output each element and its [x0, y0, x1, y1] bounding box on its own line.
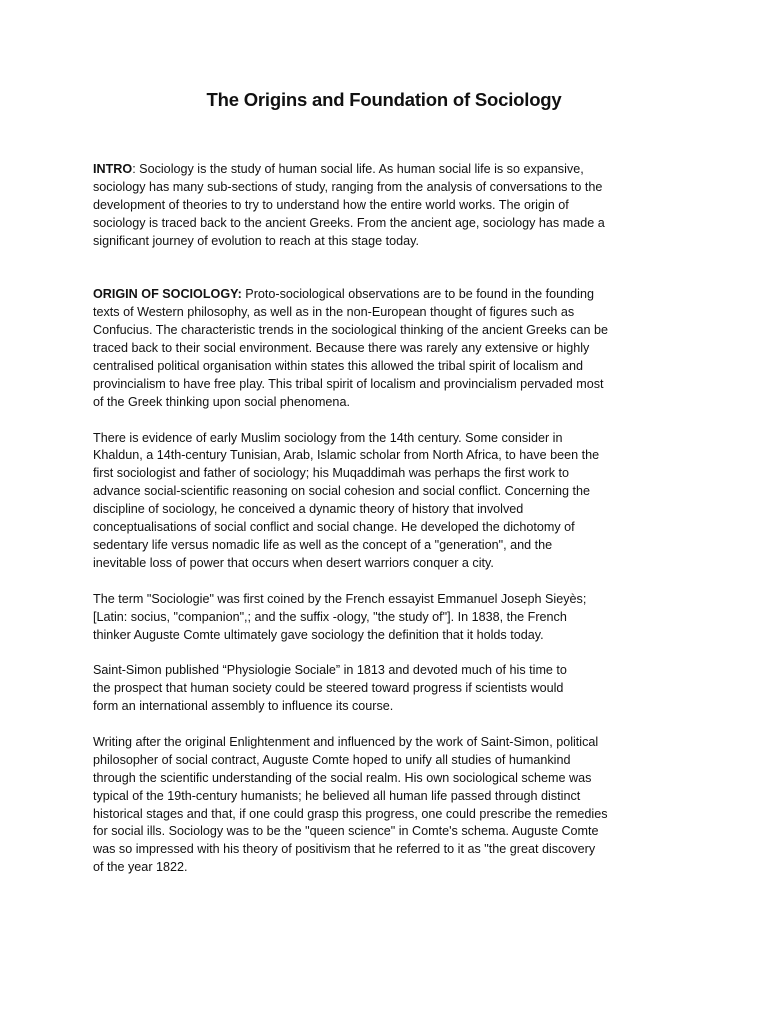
comte-line: was so impressed with his theory of positivism that he referred to it as "the great discovery [93, 842, 596, 857]
muslim-line: inevitable loss of power that occurs when desert warriors conquer a city. [93, 555, 494, 570]
intro-line: significant journey of evolution to reach at this stage today. [93, 233, 419, 248]
comte-line: Writing after the original Enlightenment and influenced by the work of Saint-Simon, political [93, 734, 599, 749]
term-line: The term "Sociologie" was first coined by the French essayist Emmanuel Joseph Sieyès; [93, 591, 587, 606]
intro-line-1-text: : Sociology is the study of human social life. As human social life is so expansive, [132, 162, 584, 176]
intro-line: development of theories to try to understand how the entire world works. The origin of [93, 197, 569, 212]
document-title: The Origins and Foundation of Sociology [206, 89, 562, 110]
saint-simon-line: form an international assembly to influence its course. [93, 699, 394, 714]
muslim-line: There is evidence of early Muslim sociology from the 14th century. Some consider in [93, 430, 563, 445]
origin-line: Confucius. The characteristic trends in the sociological thinking of the ancient Greeks can be [93, 323, 608, 338]
muslim-line: discipline of sociology, he conceived a dynamic theory of history that involved [93, 502, 524, 517]
term-paragraph [93, 591, 683, 645]
muslim-line: first sociologist and father of sociology; his Muqaddimah was perhaps the first work to [93, 466, 569, 481]
muslim-line: advance social-scientific reasoning on social cohesion and social conflict. Concerning the [93, 484, 591, 499]
muslim-line: Khaldun, a 14th-century Tunisian, Arab, Islamic scholar from North Africa, to have been the [93, 448, 600, 463]
origin-line: texts of Western philosophy, as well as in the non-European thought of figures such as [93, 305, 575, 320]
intro-paragraph [93, 161, 683, 251]
origin-line-1 [93, 286, 683, 304]
comte-line: philosopher of social contract, Auguste Comte hoped to unify all studies of humankind [93, 752, 571, 767]
comte-line: of the year 1822. [93, 860, 188, 875]
term-line: thinker Auguste Comte ultimately gave sociology the definition that it holds today. [93, 627, 544, 642]
origin-line: of the Greek thinking upon social phenomena. [93, 394, 350, 409]
origin-line-1-text: Proto-sociological observations are to be found in the founding [241, 287, 594, 302]
muslim-line: conceptualisations of social conflict and social change. He developed the dichotomy of [93, 520, 575, 535]
comte-line: historical stages and that, if one could grasp this progress, one could prescribe the remedies [93, 806, 608, 821]
document-body [93, 161, 683, 895]
comte-line: typical of the 19th-century humanists; he believed all human life passed through distinct [93, 788, 581, 803]
origin-line: centralised political organisation within states this allowed the tribal spirit of localism and [93, 358, 584, 373]
intro-line: sociology is traced back to the ancient Greeks. From the ancient age, sociology has made a [93, 215, 605, 230]
origin-line: traced back to their social environment. Because there was rarely any extensive or highly [93, 341, 590, 356]
muslim-line: sedentary life versus nomadic life as well as the concept of a "generation", and the [93, 538, 553, 552]
intro-label: INTRO [93, 162, 133, 176]
saint-simon-paragraph [93, 662, 683, 716]
origin-line: provincialism to have free play. This tribal spirit of localism and provincialism pervaded most [93, 376, 604, 391]
origin-label: ORIGIN OF SOCIOLOGY: [93, 287, 242, 302]
origin-paragraph [93, 286, 683, 411]
saint-simon-line: the prospect that human society could be steered toward progress if scientists would [93, 681, 564, 696]
comte-paragraph [93, 734, 683, 877]
term-line: [Latin: socius, "companion",; and the suffix -ology, "the study of"]. In 1838, the French [93, 609, 567, 624]
comte-line: through the scientific understanding of the social realm. His own sociological scheme was [93, 770, 592, 785]
comte-line: for social ills. Sociology was to be the "queen science" in Comte's schema. Auguste Comte [93, 824, 599, 839]
saint-simon-line: Saint-Simon published “Physiologie Sociale” in 1813 and devoted much of his time to [93, 663, 567, 678]
muslim-sociology-paragraph [93, 430, 683, 573]
intro-line-1 [93, 161, 683, 179]
intro-line: sociology has many sub-sections of study, ranging from the analysis of conversations to the [93, 179, 603, 194]
